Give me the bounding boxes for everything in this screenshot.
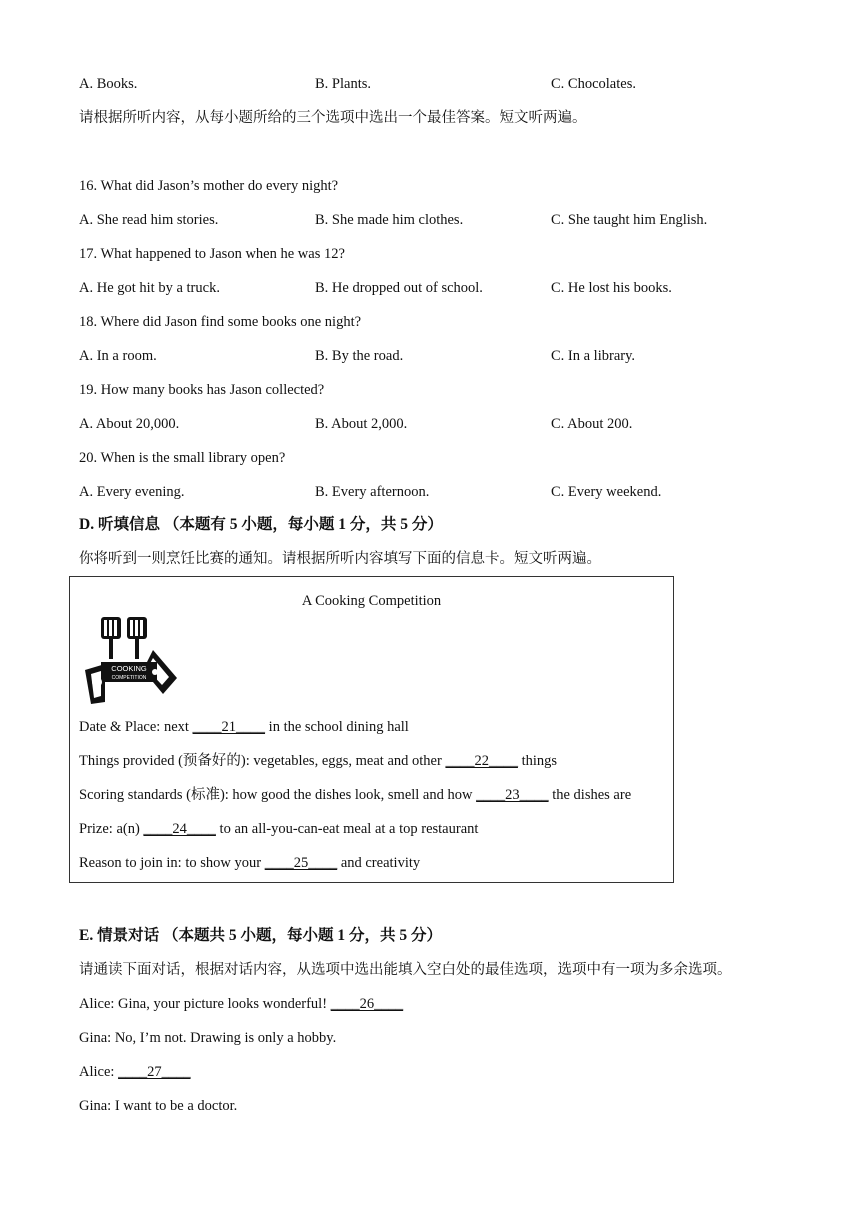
question-18: 18. Where did Jason find some books one night?	[79, 314, 362, 330]
cooking-competition-logo	[83, 614, 179, 706]
q20-option-a: A. Every evening.	[79, 484, 185, 500]
card-line-text: Reason to join in: to show your	[79, 855, 265, 871]
dialogue-text: Alice:	[79, 1064, 119, 1080]
dialogue-line-2	[79, 1029, 336, 1047]
blank-25: ____25____	[264, 855, 338, 871]
q16-option-c: C. She taught him English.	[551, 212, 708, 228]
section-e-instruction: 请通读下面对话，根据对话内容，从选项中选出能填入空白处的最佳选项，选项中有一项为多余选项。	[79, 962, 732, 978]
blank-21: ____21____	[192, 719, 266, 735]
q19-option-b: B. About 2,000.	[315, 416, 408, 432]
card-line-text: Date & Place: next	[79, 719, 193, 735]
section-c-instruction: 请根据所听内容，从每小题所给的三个选项中选出一个最佳答案。短文听两遍。	[79, 110, 587, 126]
card-line-things-provided	[79, 752, 557, 770]
card-line-text: and creativity	[337, 855, 421, 871]
card-line-prize	[79, 820, 478, 838]
card-line-text: Things provided (预备好的): vegetables, eggs, meat and other	[79, 753, 446, 769]
card-title: A Cooking Competition	[301, 593, 442, 609]
logo-text-competition: COMPETITION	[111, 675, 147, 681]
q15-option-b: B. Plants.	[315, 76, 371, 92]
blank-22: ____22____	[445, 753, 518, 769]
card-line-text: in the school dining hall	[265, 719, 409, 735]
q19-option-a: A. About 20,000.	[79, 416, 180, 432]
card-line-text: the dishes are	[548, 787, 632, 803]
spatula-icon	[101, 617, 147, 659]
card-line-scoring	[79, 786, 631, 804]
dialogue-line-3	[79, 1063, 191, 1081]
question-17: 17. What happened to Jason when he was 12?	[79, 246, 345, 262]
dialogue-text: Alice: Gina, your picture looks wonderful!	[79, 996, 331, 1012]
card-line-date-place	[79, 718, 409, 736]
question-16: 16. What did Jason’s mother do every night?	[79, 178, 339, 194]
card-line-text: things	[517, 753, 558, 769]
q17-option-b: B. He dropped out of school.	[315, 280, 483, 296]
dialogue-text: Gina: No, I’m not. Drawing is only a hobby.	[79, 1030, 337, 1046]
section-e-heading: E. 情景对话 （本题共 5 小题，每小题 1 分，共 5 分）	[79, 927, 442, 944]
question-19: 19. How many books has Jason collected?	[79, 382, 325, 398]
card-line-text: to an all-you-can-eat meal at a top restaurant	[215, 821, 479, 837]
q16-option-b: B. She made him clothes.	[315, 212, 464, 228]
q20-option-c: C. Every weekend.	[551, 484, 662, 500]
blank-23: ____23____	[476, 787, 549, 803]
question-20: 20. When is the small library open?	[79, 450, 286, 466]
dialogue-line-1	[79, 995, 403, 1013]
blank-26: ____26____	[330, 996, 404, 1012]
q17-option-a: A. He got hit by a truck.	[79, 280, 220, 296]
q16-option-a: A. She read him stories.	[79, 212, 219, 228]
q20-option-b: B. Every afternoon.	[315, 484, 430, 500]
info-card	[69, 576, 674, 883]
q18-option-c: C. In a library.	[551, 348, 636, 364]
section-d-instruction: 你将听到一则烹饪比赛的通知。请根据所听内容填写下面的信息卡。短文听两遍。	[79, 551, 601, 567]
q19-option-c: C. About 200.	[551, 416, 633, 432]
card-line-reason	[79, 854, 420, 872]
card-line-text: Prize: a(n)	[79, 821, 144, 837]
card-line-text: Scoring standards (标准): how good the dishes look, smell and how	[79, 787, 477, 803]
q15-option-c: C. Chocolates.	[551, 76, 636, 92]
q18-option-b: B. By the road.	[315, 348, 404, 364]
q15-option-a: A. Books.	[79, 76, 138, 92]
logo-text-cooking: COOKING	[111, 664, 147, 673]
blank-24: ____24____	[143, 821, 216, 837]
dialogue-text: Gina: I want to be a doctor.	[79, 1098, 238, 1114]
dialogue-line-4	[79, 1097, 237, 1115]
blank-27: ____27____	[118, 1064, 191, 1080]
q17-option-c: C. He lost his books.	[551, 280, 672, 296]
q18-option-a: A. In a room.	[79, 348, 157, 364]
section-d-heading: D. 听填信息 （本题有 5 小题，每小题 1 分，共 5 分）	[79, 516, 443, 533]
